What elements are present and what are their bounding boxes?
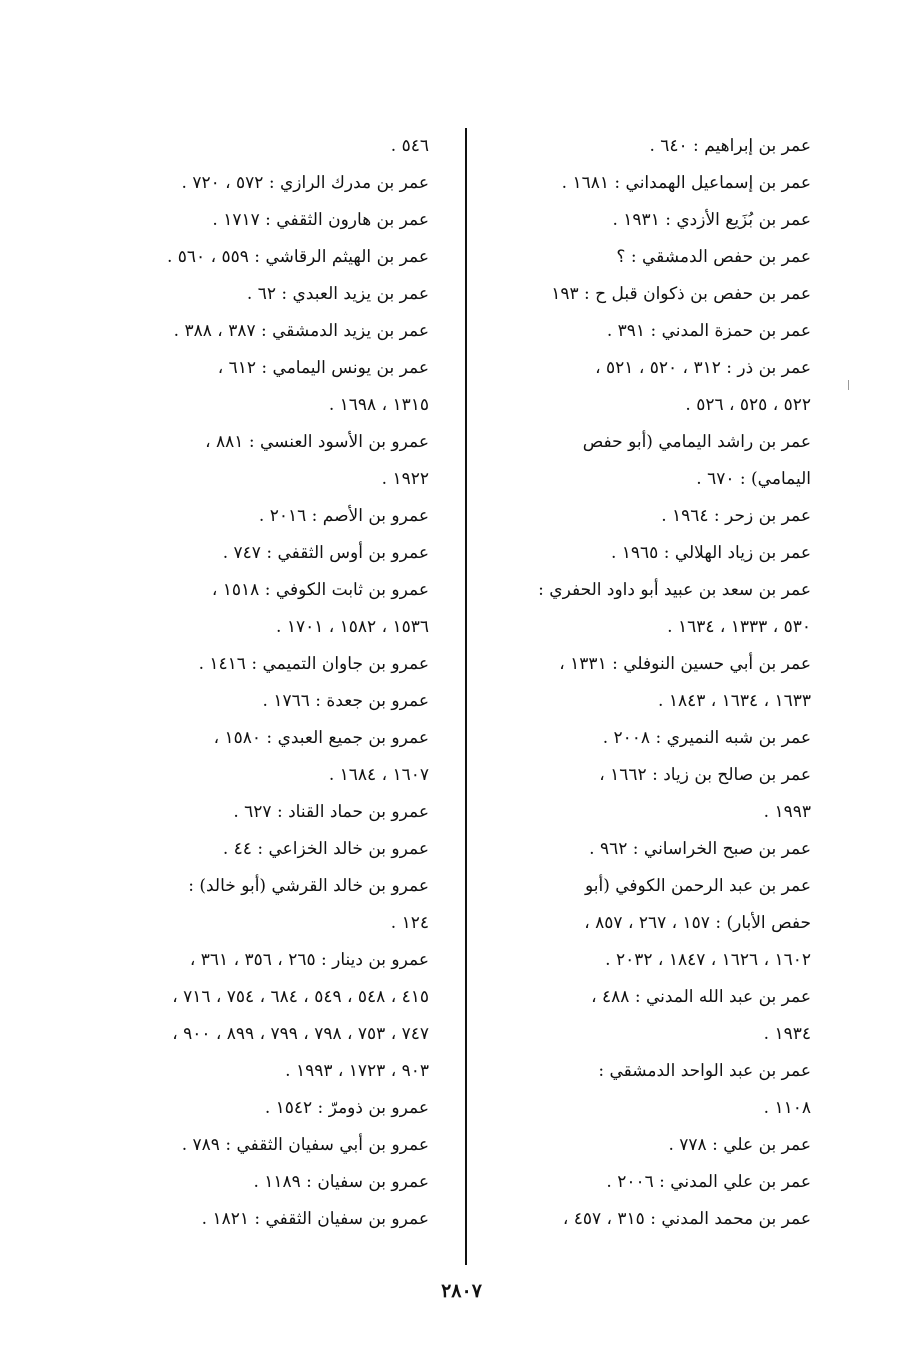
index-entry: عمر بن إبراهيم : ٦٤٠ . bbox=[649, 136, 811, 156]
index-entry: عمر بن علي المدني : ٢٠٠٦ . bbox=[606, 1172, 811, 1192]
index-entry-continuation: ١٩٩٣ . bbox=[763, 802, 811, 822]
index-column-right bbox=[473, 128, 811, 1238]
margin-mark bbox=[848, 380, 849, 390]
index-entry-continuation: ٥٤٦ . bbox=[390, 136, 429, 156]
index-entry-continuation: حفص الأبار) : ١٥٧ ، ٢٦٧ ، ٨٥٧ ، bbox=[584, 913, 811, 933]
index-entry-continuation: ١١٠٨ . bbox=[763, 1098, 811, 1118]
index-entry: عمر بن حفص الدمشقي : ؟ bbox=[616, 247, 811, 267]
column-divider bbox=[465, 128, 467, 1265]
index-entry-continuation: ١٥٣٦ ، ١٥٨٢ ، ١٧٠١ . bbox=[276, 617, 429, 637]
index-entry-continuation: ٤١٥ ، ٥٤٨ ، ٥٤٩ ، ٦٨٤ ، ٧٥٤ ، ٧١٦ ، bbox=[172, 987, 429, 1007]
index-entry: عمر بن شبه النميري : ٢٠٠٨ . bbox=[602, 728, 811, 748]
index-entry: عمرو بن جعدة : ١٧٦٦ . bbox=[262, 691, 429, 711]
index-entry-continuation: ٧٤٧ ، ٧٥٣ ، ٧٩٨ ، ٧٩٩ ، ٨٩٩ ، ٩٠٠ ، bbox=[172, 1024, 429, 1044]
index-entry-continuation: ١٩٢٢ . bbox=[381, 469, 429, 489]
index-entry: عمرو بن سفيان : ١١٨٩ . bbox=[253, 1172, 429, 1192]
index-entry-continuation: ١٣١٥ ، ١٦٩٨ . bbox=[328, 395, 429, 415]
index-entry: عمر بن حمزة المدني : ٣٩١ . bbox=[606, 321, 811, 341]
index-entry-continuation: ١٦٠٢ ، ١٦٢٦ ، ١٨٤٧ ، ٢٠٣٢ . bbox=[605, 950, 811, 970]
index-entry: عمر بن الهيثم الرقاشي : ٥٥٩ ، ٥٦٠ . bbox=[166, 247, 429, 267]
index-entry-continuation: ١٦٠٧ ، ١٦٨٤ . bbox=[328, 765, 429, 785]
index-entry: عمر بن سعد بن عبيد أبو داود الحفري : bbox=[538, 580, 811, 600]
index-entry: عمر بن ذر : ٣١٢ ، ٥٢٠ ، ٥٢١ ، bbox=[595, 358, 811, 378]
index-entry: عمر بن بُزَيع الأزدي : ١٩٣١ . bbox=[612, 210, 811, 230]
index-entry: عمر بن إسماعيل الهمداني : ١٦٨١ . bbox=[561, 173, 811, 193]
index-entry: عمر بن زياد الهلالي : ١٩٦٥ . bbox=[610, 543, 811, 563]
index-entry: عمرو بن أوس الثقفي : ٧٤٧ . bbox=[222, 543, 429, 563]
index-entry: عمرو بن سفيان الثقفي : ١٨٢١ . bbox=[201, 1209, 429, 1229]
index-entry: عمر بن عبد الرحمن الكوفي (أبو bbox=[584, 876, 811, 896]
index-entry: عمرو بن الأصم : ٢٠١٦ . bbox=[258, 506, 429, 526]
index-entry: عمرو بن جاوان التميمي : ١٤١٦ . bbox=[198, 654, 429, 674]
index-entry: عمرو بن ذومرّ : ١٥٤٢ . bbox=[264, 1098, 429, 1118]
index-entry: عمرو بن أبي سفيان الثقفي : ٧٨٩ . bbox=[181, 1135, 429, 1155]
index-entry: عمرو بن ثابت الكوفي : ١٥١٨ ، bbox=[211, 580, 429, 600]
index-entry-continuation: ٩٠٣ ، ١٧٢٣ ، ١٩٩٣ . bbox=[285, 1061, 429, 1081]
index-entry: عمر بن زحر : ١٩٦٤ . bbox=[661, 506, 811, 526]
index-entry-continuation: اليمامي) : ٦٧٠ . bbox=[696, 469, 811, 489]
index-entry: عمر بن يونس اليمامي : ٦١٢ ، bbox=[217, 358, 429, 378]
index-entry: عمر بن راشد اليمامي (أبو حفص bbox=[582, 432, 811, 452]
index-entry: عمرو بن حماد القناد : ٦٢٧ . bbox=[233, 802, 429, 822]
index-entry: عمر بن عبد الله المدني : ٤٨٨ ، bbox=[591, 987, 811, 1007]
index-entry: عمر بن أبي حسين النوفلي : ١٣٣١ ، bbox=[559, 654, 811, 674]
page-number: ٢٨٠٧ bbox=[441, 1280, 482, 1302]
index-entry-continuation: ٥٣٠ ، ١٣٣٣ ، ١٦٣٤ . bbox=[667, 617, 811, 637]
index-entry-continuation: ١٩٣٤ . bbox=[763, 1024, 811, 1044]
index-entry: عمرو بن جميع العبدي : ١٥٨٠ ، bbox=[213, 728, 429, 748]
index-entry: عمر بن محمد المدني : ٣١٥ ، ٤٥٧ ، bbox=[562, 1209, 811, 1229]
index-entry: عمر بن علي : ٧٧٨ . bbox=[668, 1135, 811, 1155]
index-entry: عمرو بن الأسود العنسي : ٨٨١ ، bbox=[205, 432, 429, 452]
index-entry: عمر بن حفص بن ذكوان قبل ح : ١٩٣ bbox=[551, 284, 811, 304]
index-entry: عمر بن مدرك الرازي : ٥٧٢ ، ٧٢٠ . bbox=[181, 173, 429, 193]
index-entry: عمر بن يزيد العبدي : ٦٢ . bbox=[246, 284, 429, 304]
index-column-left bbox=[141, 128, 429, 1238]
index-entry: عمر بن صالح بن زياد : ١٦٦٢ ، bbox=[599, 765, 811, 785]
index-entry: عمر بن عبد الواحد الدمشقي : bbox=[598, 1061, 811, 1081]
index-entry: عمر بن صبح الخراساني : ٩٦٢ . bbox=[589, 839, 811, 859]
index-entry-continuation: ١٦٣٣ ، ١٦٣٤ ، ١٨٤٣ . bbox=[658, 691, 811, 711]
index-entry: عمرو بن خالد القرشي (أبو خالد) : bbox=[188, 876, 429, 896]
index-entry: عمر بن هارون الثقفي : ١٧١٧ . bbox=[212, 210, 429, 230]
index-entry-continuation: ١٢٤ . bbox=[390, 913, 429, 933]
index-entry: عمر بن يزيد الدمشقي : ٣٨٧ ، ٣٨٨ . bbox=[173, 321, 429, 341]
index-entry-continuation: ٥٢٢ ، ٥٢٥ ، ٥٢٦ . bbox=[685, 395, 811, 415]
index-entry: عمرو بن خالد الخزاعي : ٤٤ . bbox=[222, 839, 429, 859]
index-entry: عمرو بن دينار : ٢٦٥ ، ٣٥٦ ، ٣٦١ ، bbox=[189, 950, 429, 970]
